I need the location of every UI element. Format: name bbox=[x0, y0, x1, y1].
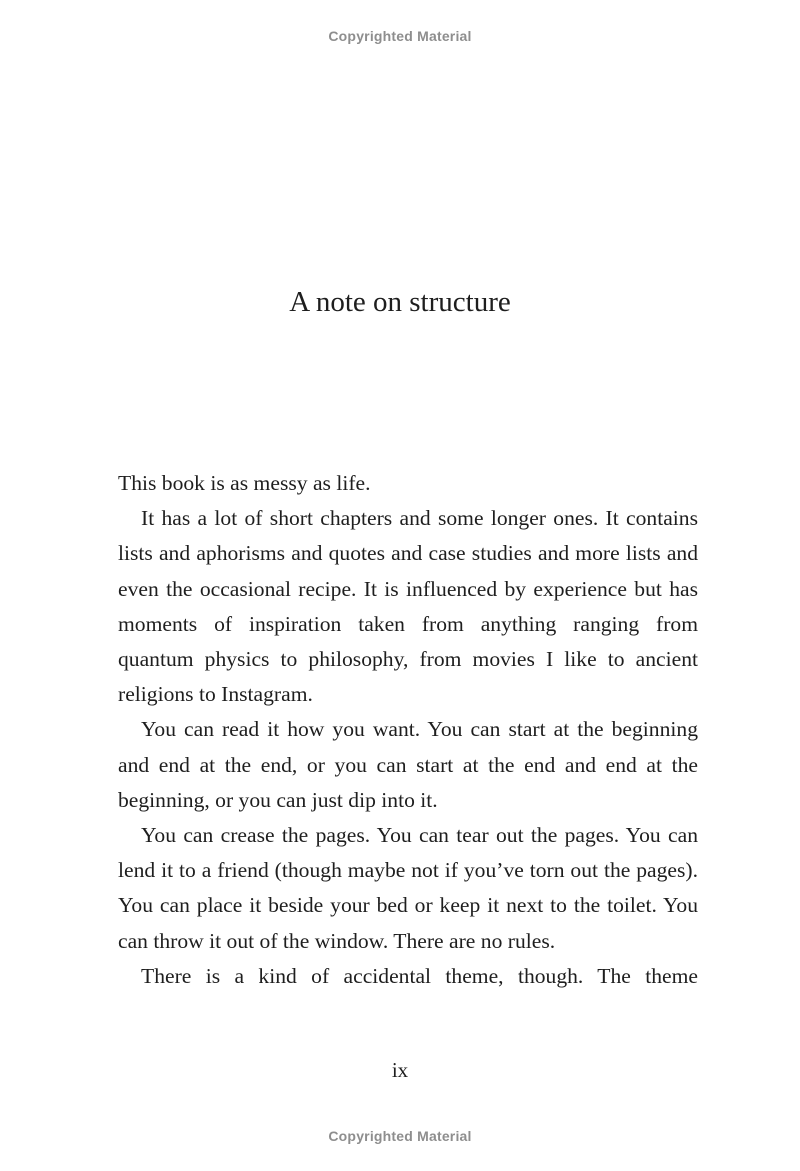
body-text bbox=[118, 466, 698, 994]
paragraph-1: This book is as messy as life. bbox=[118, 471, 371, 495]
chapter-title: A note on structure bbox=[289, 286, 511, 318]
paragraph-2: It has a lot of short chapters and some longer ones. It contains lists and aphorisms and quotes and case studies and more lists and even the occasional recipe. It is influenced by experience but has moments of inspiration taken from anything ranging from quantum physics to philosophy, from movies I like to ancient religions to Instagram. bbox=[118, 506, 698, 707]
copyright-watermark-top: Copyrighted Material bbox=[328, 28, 472, 44]
paragraph-5: There is a kind of accidental theme, though. The theme bbox=[141, 963, 698, 988]
copyright-watermark-bottom: Copyrighted Material bbox=[328, 1128, 472, 1144]
page-number: ix bbox=[391, 1058, 409, 1082]
paragraph-4: You can crease the pages. You can tear out the pages. You can lend it to a friend (though maybe not if you’ve torn out the pages). You can place it beside your bed or keep it next to the toilet. You can throw it out of the window. There are no rules. bbox=[118, 823, 698, 953]
paragraph-3: You can read it how you want. You can start at the beginning and end at the end, or you can start at the end and end at the beginning, or you can just dip into it. bbox=[118, 717, 698, 812]
